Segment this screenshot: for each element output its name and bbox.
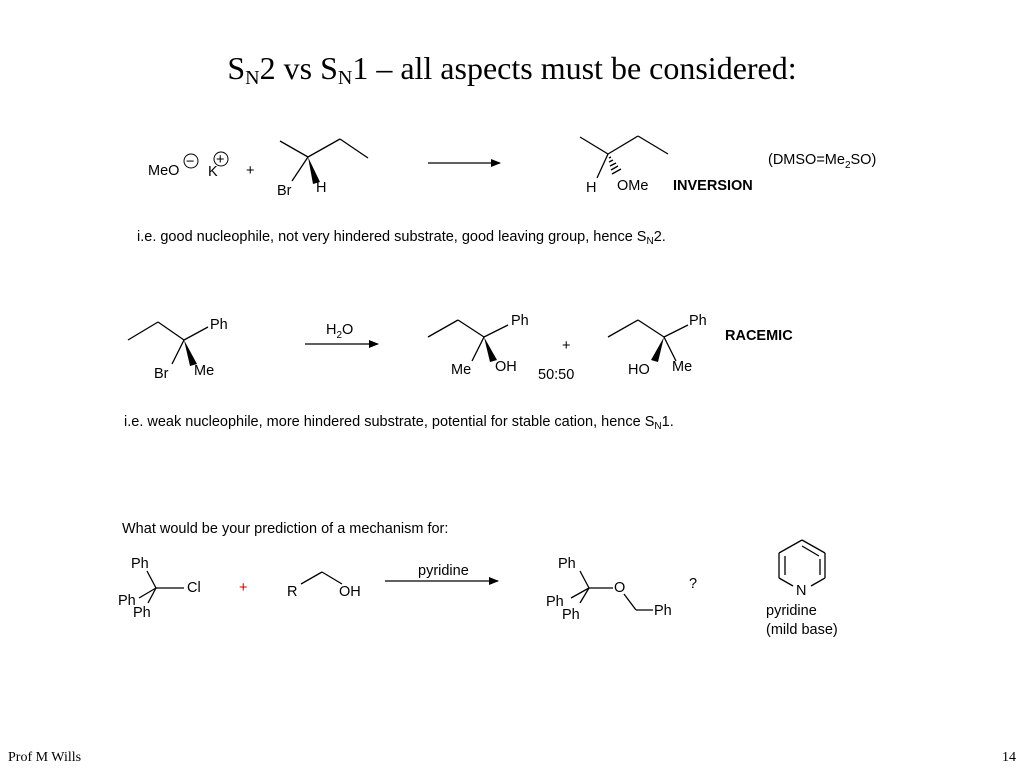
slide-title: $S_N2$ vs $S_N1$ – all aspects must be considered: xyxy=(227,50,797,89)
scheme-sn1 xyxy=(128,313,793,383)
ratio-label: 50:50 xyxy=(538,367,575,383)
trityl-ph-top: Ph xyxy=(131,556,149,572)
scheme-sn2 xyxy=(148,136,876,199)
footer-page-number: 14 xyxy=(1002,750,1016,765)
pyridine-ring-icon xyxy=(779,540,825,586)
question-mark: ? xyxy=(689,576,698,592)
plus-sign-3: + xyxy=(239,580,248,596)
substrate-2-bromobutane xyxy=(280,139,368,181)
p1-oh: OH xyxy=(495,359,517,375)
pyridine-label: pyridine xyxy=(766,603,817,619)
product-alcohol-2 xyxy=(608,320,688,361)
leaving-group-br: Br xyxy=(277,183,292,199)
trityl-ph-left: Ph xyxy=(118,593,136,609)
question-prompt: What would be your prediction of a mechanism for: xyxy=(122,521,449,537)
pyridine-desc: (mild base) xyxy=(766,622,838,638)
alcohol-r: R xyxy=(287,584,298,600)
trityl-ph-bottom: Ph xyxy=(133,605,151,621)
solvent-note: $(DMSO=Me_2SO)$ xyxy=(768,152,877,171)
wedge-bond-ho xyxy=(651,337,664,362)
note-sn1: i.e. weak nucleophile, more hindered substrate, potential for stable cation, hence $S_N1$. xyxy=(124,414,674,432)
note-sn2: i.e. good nucleophile, not very hindered substrate, good leaving group, hence $S_N2$. xyxy=(137,229,666,247)
p1-ph: Ph xyxy=(511,313,529,329)
substrate-br: Br xyxy=(154,366,169,382)
prod-ph-right: Ph xyxy=(654,603,672,619)
substrate-h: H xyxy=(316,180,327,196)
substrate-tertiary-bromide xyxy=(128,322,208,364)
product-ome: OMe xyxy=(617,178,649,194)
minus-charge: − xyxy=(186,154,195,170)
prod-o: O xyxy=(614,580,626,596)
trityl-chloride xyxy=(139,571,184,603)
reagent-pyridine: pyridine xyxy=(418,563,469,579)
plus-sign-2: + xyxy=(562,338,571,354)
p1-me: Me xyxy=(451,362,472,378)
prod-ph-top: Ph xyxy=(558,556,576,572)
footer-author: Prof M Wills xyxy=(8,750,82,765)
product-h: H xyxy=(586,180,597,196)
counterion-label: K xyxy=(208,164,218,180)
racemic-label: RACEMIC xyxy=(725,328,793,344)
p2-ho: HO xyxy=(628,362,650,378)
scheme-question xyxy=(118,540,838,638)
hashed-wedge-ome xyxy=(609,157,621,174)
alcohol-roh xyxy=(301,572,342,584)
p2-ph: Ph xyxy=(689,313,707,329)
nucleophile-label: MeO xyxy=(148,163,180,179)
prod-ph-left: Ph xyxy=(546,594,564,610)
inversion-label: INVERSION xyxy=(673,178,753,194)
p2-me: Me xyxy=(672,359,693,375)
plus-charge: + xyxy=(216,152,225,168)
reagent-water: $H_2O$ xyxy=(326,322,354,341)
alcohol-oh: OH xyxy=(339,584,361,600)
product-inverted-ether xyxy=(580,136,668,178)
plus-sign: + xyxy=(246,163,255,179)
substrate-me: Me xyxy=(194,363,215,379)
pyridine-n: N xyxy=(796,583,807,599)
substrate-ph: Ph xyxy=(210,317,228,333)
product-alcohol-1 xyxy=(428,320,508,361)
trityl-ether-product xyxy=(571,571,653,610)
prod-ph-bottom: Ph xyxy=(562,607,580,623)
trityl-cl: Cl xyxy=(187,580,201,596)
